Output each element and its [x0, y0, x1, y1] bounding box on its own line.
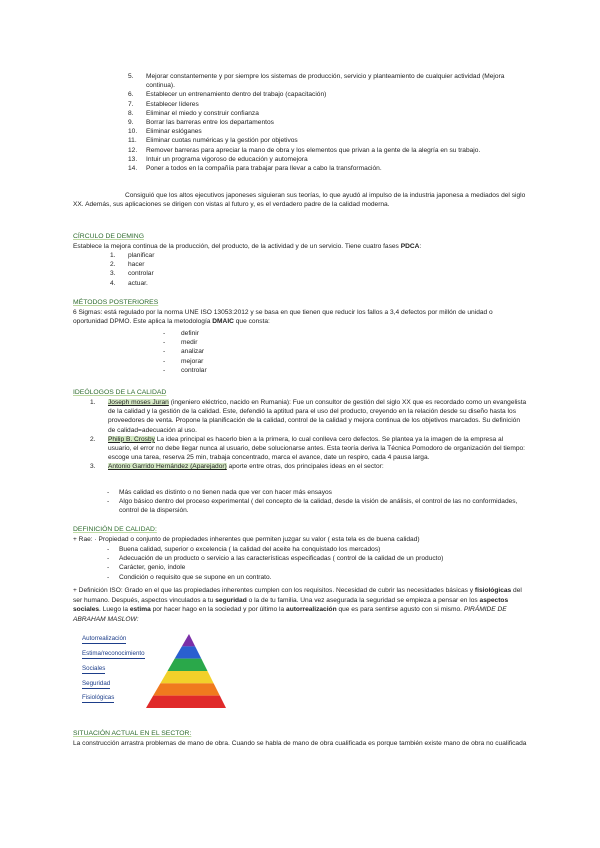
- rae-item: - Adecuación de un producto o servicio a las características especificadas ( control de la calidad de un producto): [107, 554, 527, 563]
- situacion-text: La construcción arrastra problemas de mano de obra. Cuando se habla de mano de obra cualificada es porque también existe mano de obra no cualificada: [73, 740, 527, 747]
- deming-step-text: actuar.: [128, 279, 148, 287]
- deming-step-number: 4.: [110, 279, 116, 287]
- rae-definition: + Rae: · Propiedad o conjunto de propiedades inherentes que permiten juzgar su valor ( esta tela es de buena calidad): [73, 536, 420, 543]
- principle-item: [128, 90, 528, 99]
- deming-heading: CÍRCULO DE DEMING: [73, 233, 144, 240]
- ideologo-number: 1.: [90, 399, 96, 406]
- metodos-text: 6 Sigmas: está regulado por la norma UNE ISO 13053:2012 y se basa en que tienen que reducir los fallos a 3,4 defectos por millón de unidad o oportunidad DPMO. Este aplica la metodología DMAIC que consta:: [73, 309, 493, 326]
- deming-step-number: 2.: [110, 261, 116, 269]
- antonio-idea-item: - Algo básico dentro del proceso experimental ( del concepto de la calidad, desde la visión de análisis, el control de las no conformidades, control de la dispersión.: [107, 497, 527, 515]
- iso-definition: + Definición ISO: Grado en el que las propiedades inherentes cumplen con los requisitos. Necesidad de cubrir las necesidades básicas y fisiológicas del ser humano. Después, aspectos vinculados a tu seguridad o la de tu familia. Una vez asegurada la seguridad se empieza a pensar en los aspectos sociales. Luego la estima por hacer hago en la sociedad y por último la autorrealización que es para sentirse agusto con si mismo. PIRÁMIDE DE ABRAHAM MASLOW:: [73, 587, 522, 623]
- principle-number: 8.: [128, 109, 134, 117]
- principle-number: 7.: [128, 100, 134, 108]
- principle-item: [128, 146, 528, 155]
- principle-item: [128, 118, 528, 127]
- principle-item: [128, 100, 528, 109]
- ideologo-item: [90, 435, 528, 463]
- dmaic-item: - mejorar: [163, 357, 363, 366]
- pyramid-layer: [146, 696, 226, 708]
- principle-number: 10.: [128, 128, 138, 136]
- principle-text: Poner a todos en la compañía para trabajar para llevar a cabo la transformación.: [146, 165, 382, 173]
- pyramid-label-autorrealizacion: Autorrealización: [82, 634, 126, 644]
- deming-step-text: controlar: [128, 270, 154, 278]
- principle-number: 12.: [128, 146, 138, 154]
- principles-list: [128, 72, 528, 173]
- principle-text: Remover barreras para apreciar la mano de obra y los elementos que privan a la gente de la alegría en su trabajo.: [146, 146, 481, 154]
- principle-item: [128, 72, 528, 90]
- principle-text: Establecer líderes: [146, 100, 199, 108]
- deming-step-number: 1.: [110, 252, 116, 259]
- ideologo-text: (ingeniero eléctrico, nacido en Rumania): Fue un consultor de gestión del siglo XX que es recordado como un evangelista de la calidad y la gestión de la calidad. Este, defendió la aptitud para el uso del producto, creyendo en la relación desde su diseño hasta los proveedores de venta. Propone la planificación de la calidad, control de la calidad y mejora continua de los objetivos marcados. Su definición de calidad=adecuación al uso.: [108, 399, 527, 434]
- principle-text: Eliminar eslóganes: [146, 128, 202, 136]
- pyramid-layer: [160, 671, 213, 683]
- deming-step: [110, 279, 510, 288]
- principle-number: 5.: [128, 73, 134, 80]
- ideologo-text: aporte entre otras, dos principales ideas en el sector:: [228, 463, 384, 471]
- rae-items-list: [107, 545, 527, 582]
- principle-item: [128, 136, 528, 145]
- principle-number: 9.: [128, 119, 134, 127]
- principle-text: Mejorar constantemente y por siempre los sistemas de producción, servicio y planteamiento de cualquier actividad (Mejora continua).: [146, 73, 505, 90]
- pyramid-label-seguridad: Seguridad: [82, 679, 110, 689]
- deming-step: [110, 260, 510, 269]
- pyramid-layer: [175, 646, 202, 658]
- ideologo-item: [90, 398, 528, 435]
- ideologo-number: 3.: [90, 463, 96, 471]
- ideologo-name: Joseph moses Juran: [108, 399, 169, 406]
- definicion-heading: DEFINICIÓN DE CALIDAD:: [73, 526, 157, 533]
- pyramid-layer: [168, 659, 208, 671]
- situacion-heading: SITUACIÓN ACTUAL EN EL SECTOR:: [73, 730, 192, 737]
- principle-item: [128, 109, 528, 118]
- pyramid-layer: [182, 634, 195, 646]
- principle-text: Intuir un programa vigoroso de educación y automejora: [146, 155, 308, 163]
- deming-intro: Establece la mejora continua de la producción, del producto, de la actividad y de un servicio. Tiene cuatro fases PDCA:: [73, 243, 422, 250]
- dmaic-list: [163, 329, 363, 375]
- deming-step-text: hacer: [128, 261, 145, 269]
- ideologo-item: [90, 462, 528, 471]
- pyramid-label-estima: Estima/reconocimiento: [82, 649, 145, 659]
- japan-paragraph: Consiguió que los altos ejecutivos japoneses siguieran sus teorías, lo que ayudó al impulso de la industria japonesa a mediados del siglo XX. Además, sus aplicaciones se dirigen con vistas al futuro y, es el verdadero padre de la calidad moderna.: [73, 192, 526, 209]
- metodos-heading: MÉTODOS POSTERIORES: [73, 299, 159, 306]
- deming-step-text: planificar: [128, 252, 155, 259]
- dmaic-item: - medir: [163, 338, 363, 347]
- deming-step-number: 3.: [110, 270, 116, 278]
- principle-number: 13.: [128, 155, 138, 163]
- principle-number: 6.: [128, 91, 134, 99]
- dmaic-item: - controlar: [163, 366, 363, 375]
- ideologo-number: 2.: [90, 435, 96, 443]
- principle-text: Borrar las barreras entre los departamentos: [146, 119, 274, 127]
- dmaic-item: - analizar: [163, 347, 363, 356]
- principle-number: 11.: [128, 137, 137, 145]
- ideologos-list: [90, 398, 528, 472]
- principle-item: [128, 127, 528, 136]
- deming-step: [110, 269, 510, 278]
- antonio-ideas-list: [107, 488, 527, 516]
- dmaic-item: - definir: [163, 329, 363, 338]
- deming-step: [110, 251, 510, 260]
- deming-steps: [110, 251, 510, 288]
- principle-item: [128, 155, 528, 164]
- rae-item: - Carácter, genio, índole: [107, 563, 527, 572]
- ideologos-heading: IDEÓLOGOS DE LA CALIDAD: [73, 389, 167, 396]
- principle-text: Establecer un entrenamiento dentro del trabajo (capacitación): [146, 91, 327, 99]
- ideologo-name: Philip B. Crosby: [108, 435, 155, 443]
- rae-item: - Buena calidad, superior o excelencia ( la calidad del aceite ha conquistado los mercados): [107, 545, 527, 554]
- ideologo-name: Antonio Garrido Hernández (Aparejador): [108, 463, 227, 471]
- antonio-idea-item: - Más calidad es distinto o no tienen nada que ver con hacer más ensayos: [107, 488, 527, 497]
- ideologo-text: La idea principal es hacerlo bien a la primera, lo cual conlleva cero defectos. Se plantea ya la imagen de la empresa al usuario, el error no debe llegar nunca al usuario, debe solucionarse antes. Esta teoría deriva la Técnica Pomodoro de organización del tiempo: escoge una tarea, reserva 25 min, trabaja concentrado, marca el avance, date un respiro, cada 4 pausa larga.: [108, 435, 525, 462]
- principle-number: 14.: [128, 165, 138, 173]
- principle-text: Eliminar cuotas numéricas y la gestión por objetivos: [146, 137, 298, 145]
- rae-item: - Condición o requisito que se supone en un contrato.: [107, 573, 527, 582]
- principle-item: [128, 164, 528, 173]
- principle-text: Eliminar el miedo y construir confianza: [146, 109, 259, 117]
- pyramid-layer: [153, 683, 220, 695]
- pyramid-label-fisiologicas: Fisiológicas: [82, 693, 114, 703]
- pyramid-label-sociales: Sociales: [82, 664, 105, 674]
